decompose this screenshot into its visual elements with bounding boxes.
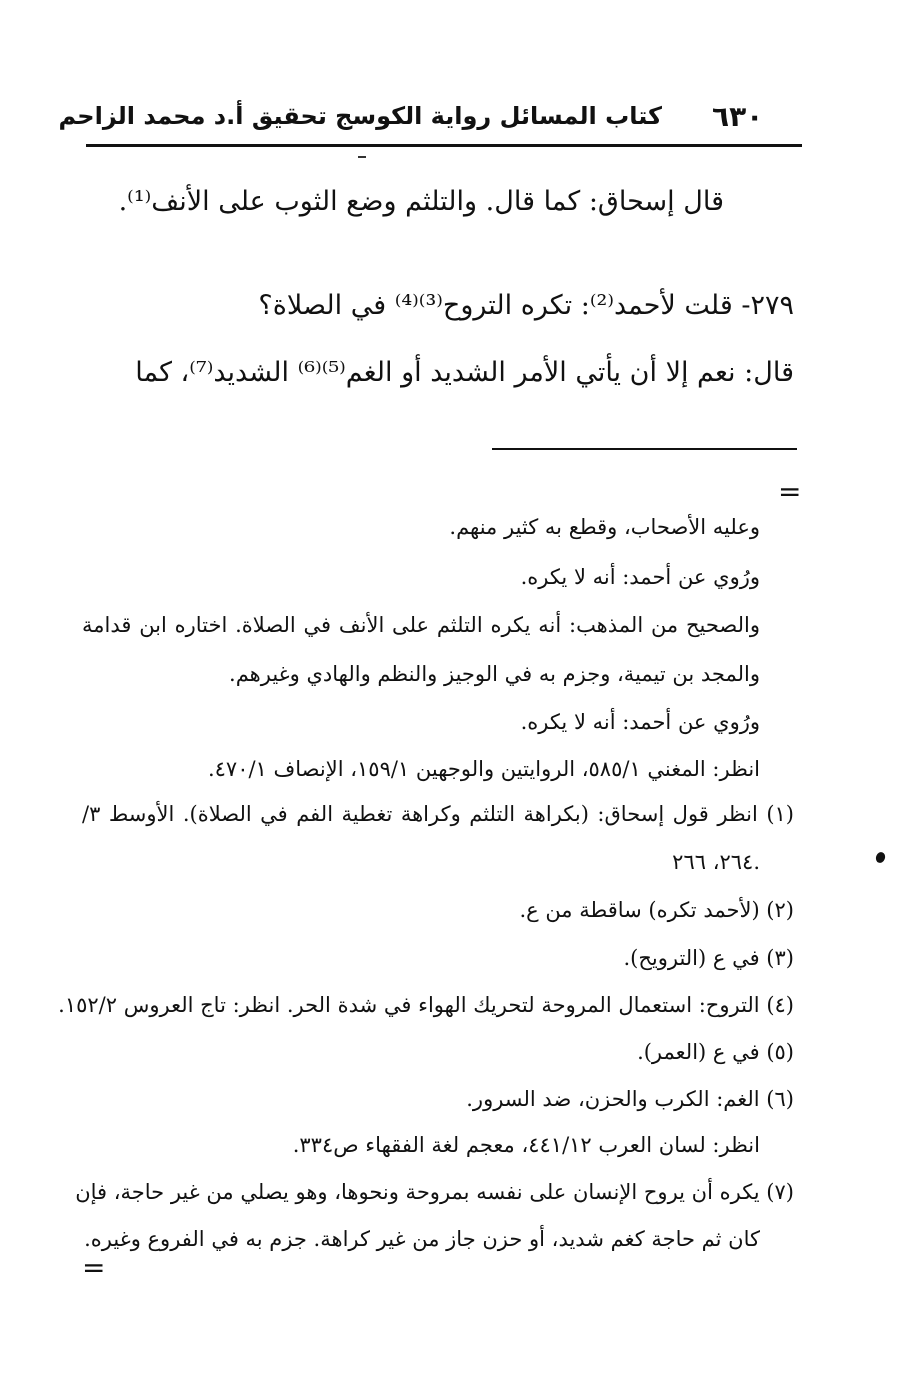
footnote-6-reference: انظر: لسان العرب ٤٤١/١٢، معجم لغة الفقهاء ص٣٣٤. (292, 1133, 760, 1157)
footnote-6: (٦) الغم: الكرب والحزن، ضد السرور. (466, 1087, 794, 1111)
header-tick-mark (358, 156, 366, 158)
footnote-carry-reference: انظر: المغني ٥٨٥/١، الروايتين والوجهين ١٥٩/١، الإنصاف ٤٧٠/١. (207, 757, 760, 781)
page-number: ٦٣٠ (712, 100, 764, 133)
main-text-line-1: قال إسحاق: كما قال. والتلثم وضع الثوب على الأنف⁽¹⁾. (118, 186, 724, 217)
footnote-7: (٧) يكره أن يروح الإنسان على نفسه بمروحة ونحوها، وهو يصلي من غير حاجة، فإن (75, 1180, 794, 1204)
footnote-5: (٥) في ع (العمر). (637, 1040, 794, 1064)
main-text-line-3: قال: نعم إلا أن يأتي الأمر الشديد أو الغم⁽⁵⁾⁽⁶⁾ الشديد⁽⁷⁾، كما (135, 357, 794, 388)
question-279: ٢٧٩- قلت لأحمد⁽²⁾: تكره التروح⁽³⁾⁽⁴⁾ في الصلاة؟ (258, 290, 794, 321)
header-rule (86, 144, 802, 147)
footnote-carry-line: ورُوي عن أحمد: أنه لا يكره. (520, 565, 760, 589)
footnote-1: (١) انظر قول إسحاق: (بكراهة التلثم وكراهة تغطية الفم في الصلاة). الأوسط ٣/ (82, 802, 794, 826)
footnote-2: (٢) (لأحمد تكره) ساقطة من ع. (519, 898, 794, 922)
footnote-7-cont: كان ثم حاجة كغم شديد، أو حزن جاز من غير كراهة. جزم به في الفروع وغيره. (84, 1227, 760, 1251)
footnote-carry-line: والصحيح من المذهب: أنه يكره التلثم على الأنف في الصلاة. اختاره ابن قدامة (82, 613, 760, 637)
footnote-carry-line: وعليه الأصحاب، وقطع به كثير منهم. (449, 515, 760, 539)
continuation-mark-top: = (778, 475, 802, 508)
running-title: كتاب المسائل رواية الكوسج تحقيق أ.د محمد الزاحم (58, 102, 662, 130)
margin-mark (874, 851, 886, 864)
footnote-carry-line: والمجد بن تيمية، وجزم به في الوجيز والنظم والهادي وغيرهم. (229, 662, 760, 686)
footnote-carry-line: ورُوي عن أحمد: أنه لا يكره. (520, 710, 760, 734)
continuation-mark-bottom: = (82, 1251, 106, 1284)
footnote-3: (٣) في ع (الترويح). (623, 946, 794, 970)
footnote-4: (٤) التروح: استعمال المروحة لتحريك الهواء في شدة الحر. انظر: تاج العروس ١٥٢/٢. (58, 993, 794, 1017)
footnote-1-cont: ٢٦٤، ٢٦٦. (672, 850, 760, 874)
footnote-separator (492, 448, 797, 450)
